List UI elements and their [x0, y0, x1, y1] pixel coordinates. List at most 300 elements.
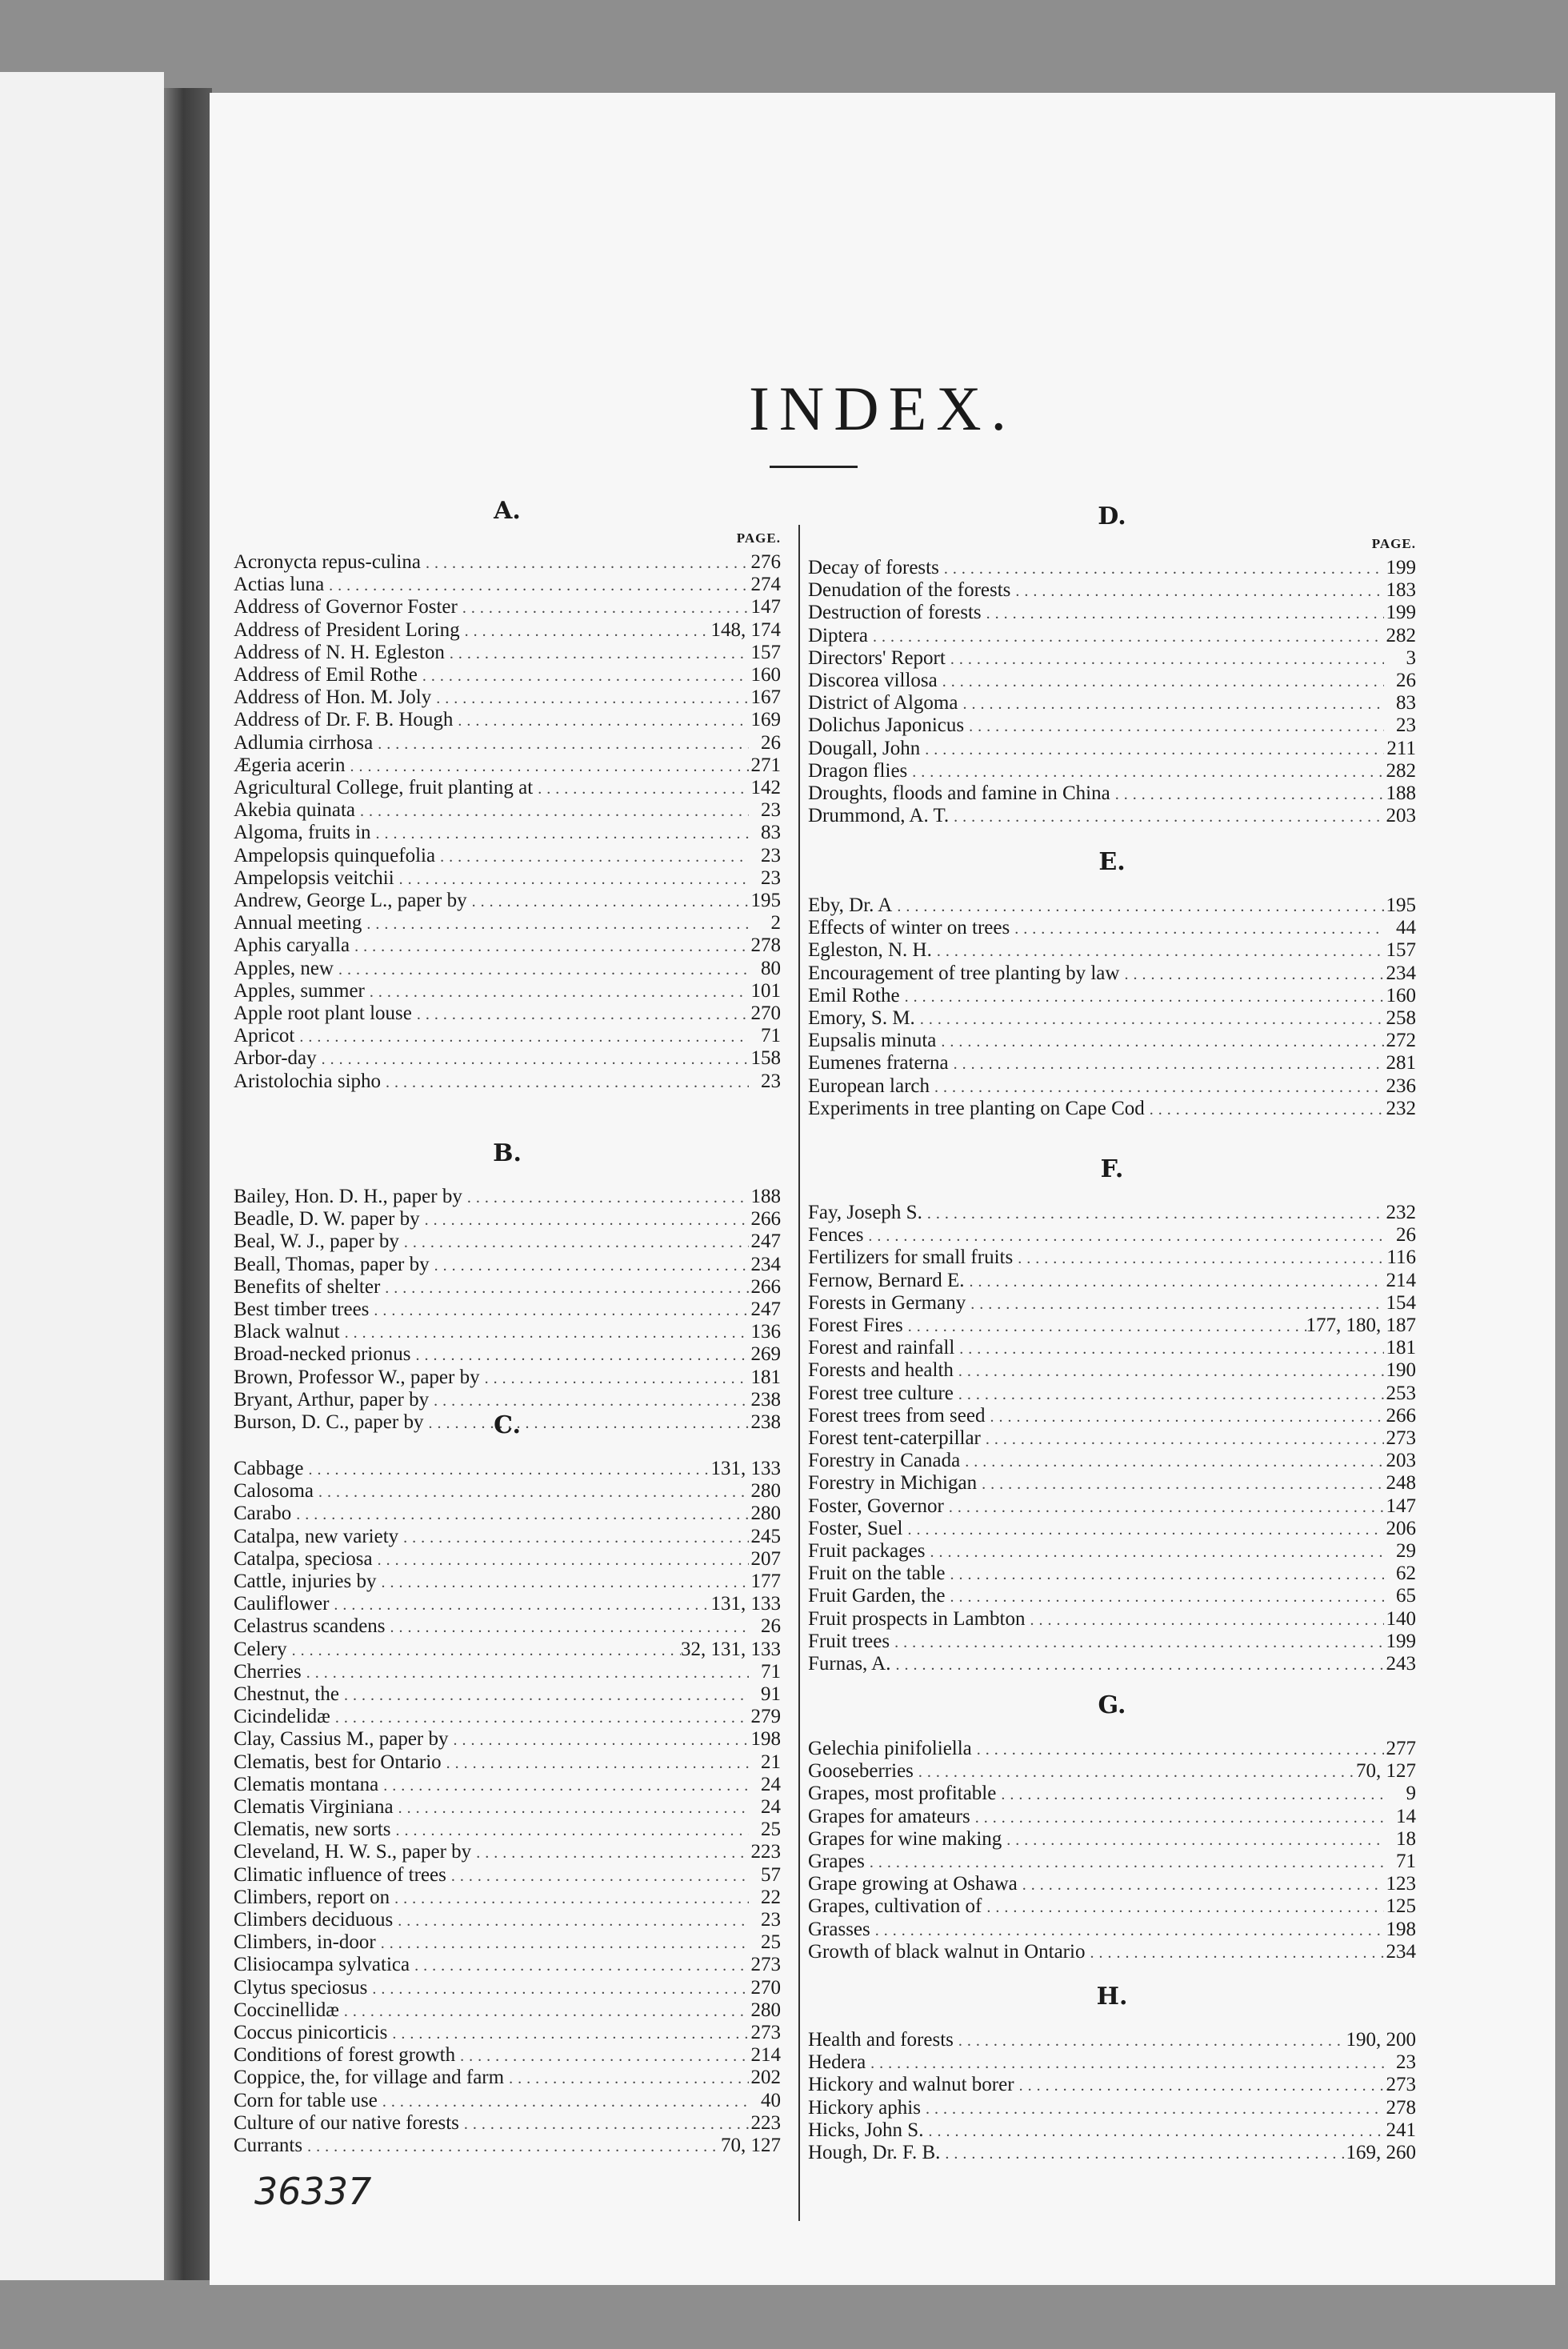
title-rule [770, 466, 858, 468]
entry-page-number: 190, 200 [1346, 2029, 1416, 2051]
entry-page-number: 243 [1386, 1653, 1416, 1675]
dot-leader [317, 1048, 749, 1070]
entry-page-number: 32, 131, 133 [681, 1638, 781, 1660]
index-entry [808, 1075, 1416, 1098]
index-entry [234, 1208, 781, 1231]
dot-leader [334, 958, 749, 981]
dot-leader [946, 648, 1384, 670]
entry-page-number: 198 [750, 1728, 781, 1751]
entry-title: Coccus pinicorticis [234, 2022, 388, 2043]
entry-page-number: 271 [750, 754, 781, 776]
entry-title: Benefits of shelter [234, 1275, 381, 1298]
entry-page-number: 183 [1386, 579, 1416, 602]
entry-title: Ægeria acerin [234, 754, 346, 776]
entry-title: Fertilizers for small fruits [808, 1247, 1014, 1269]
index-entry [234, 1025, 781, 1047]
facing-page-edge [0, 72, 164, 2280]
entry-page-number: 223 [750, 1841, 781, 1863]
entry-title: Emory, S. M. [808, 1007, 915, 1029]
entry-page-number: 245 [750, 1525, 781, 1547]
handwritten-shelfmark: 36337 [254, 2170, 372, 2213]
entry-page-number: 203 [1386, 1450, 1416, 1472]
dot-leader [378, 1775, 749, 1797]
index-entry [234, 1254, 781, 1276]
index-entry [808, 1563, 1416, 1585]
entry-page-number: 181 [750, 1366, 781, 1388]
dot-leader [533, 778, 749, 800]
dot-leader [890, 1631, 1384, 1654]
entry-title: Health and forests [808, 2029, 954, 2051]
index-entry [808, 1472, 1416, 1495]
index-entry [234, 1070, 781, 1093]
dot-leader [996, 1783, 1384, 1806]
index-page [210, 93, 1555, 2285]
index-entry [234, 1931, 781, 1954]
index-entry [808, 939, 1416, 962]
entry-title: Akebia quinata [234, 799, 356, 822]
entry-title: Burson, D. C., paper by [234, 1411, 424, 1433]
index-entry [234, 1706, 781, 1728]
entry-page-number: 26 [1396, 1224, 1416, 1247]
dot-leader [314, 1481, 749, 1503]
index-entry [234, 1593, 781, 1615]
dot-leader [381, 1071, 749, 1094]
index-entry [808, 1760, 1416, 1783]
entry-title: Address of Hon. M. Joly [234, 686, 432, 709]
entry-title: Forests in Germany [808, 1291, 966, 1314]
dot-leader [453, 710, 749, 732]
entry-page-number: 136 [750, 1321, 781, 1343]
index-entry [808, 1007, 1416, 1030]
index-entry [234, 1819, 781, 1841]
index-entry [808, 1030, 1416, 1052]
entry-title: Decay of forests [808, 557, 939, 578]
entry-title: Clematis, new sorts [234, 1819, 391, 1841]
entry-title: Acronycta repus-culina [234, 551, 421, 573]
index-entry [234, 1683, 781, 1706]
entry-page-number: 181 [1386, 1337, 1416, 1359]
entry-page-number: 26 [761, 1615, 781, 1638]
entry-page-number: 280 [750, 1480, 781, 1503]
dot-leader [410, 1344, 749, 1367]
dot-leader [446, 1865, 749, 1887]
dot-leader [964, 715, 1384, 738]
dot-leader [1002, 1829, 1384, 1851]
dot-leader [387, 2023, 749, 2045]
dot-leader [890, 1654, 1384, 1676]
entry-title: Eupsalis minuta [808, 1030, 937, 1052]
entry-page-number: 190 [1386, 1359, 1416, 1382]
entry-title: Growth of black walnut in Ontario [808, 1940, 1086, 1963]
dot-leader [362, 913, 749, 935]
entry-title: Clematis, best for Ontario [234, 1751, 442, 1773]
entry-title: Cauliflower [234, 1593, 330, 1615]
entry-page-number: 23 [761, 1070, 781, 1092]
entry-page-number: 71 [761, 1660, 781, 1683]
entry-page-number: 131, 133 [710, 1593, 781, 1615]
dot-leader [399, 1231, 749, 1254]
entry-title: Chestnut, the [234, 1683, 339, 1705]
section-letter: G. [1098, 1691, 1126, 1719]
entry-title: Ampelopsis veitchii [234, 866, 394, 889]
dot-leader [940, 2143, 1346, 2165]
entry-page-number: 57 [761, 1863, 781, 1886]
entry-title: Aphis caryalla [234, 934, 350, 957]
index-entry [808, 1405, 1416, 1427]
entry-page-number: 266 [1386, 1404, 1416, 1427]
dot-leader [339, 1684, 749, 1707]
index-entry [234, 1977, 781, 1999]
index-entry [234, 2090, 781, 2112]
entry-page-number: 71 [761, 1025, 781, 1047]
dot-leader [922, 1203, 1384, 1225]
dot-leader [982, 602, 1384, 625]
entry-page-number: 123 [1386, 1873, 1416, 1895]
dot-leader [294, 1026, 749, 1048]
entry-page-number: 198 [1386, 1918, 1416, 1940]
dot-leader [985, 1406, 1384, 1428]
entry-page-number: 281 [1386, 1052, 1416, 1074]
entry-title: Hicks, John S. [808, 2119, 924, 2141]
index-entry [234, 1047, 781, 1070]
entry-title: Apples, new [234, 957, 334, 979]
index-entry [234, 912, 781, 934]
index-entry [234, 709, 781, 731]
dot-leader [981, 1428, 1384, 1451]
entry-title: Gelechia pinifoliella [808, 1738, 972, 1759]
dot-leader [430, 1255, 749, 1277]
column-divider [798, 525, 800, 2221]
dot-leader [914, 1761, 1356, 1783]
entry-page-number: 158 [750, 1047, 781, 1070]
dot-leader [339, 2000, 749, 2023]
entry-title: Hickory and walnut borer [808, 2074, 1014, 2096]
index-entry [808, 1806, 1416, 1828]
entry-title: Fences [808, 1224, 864, 1247]
dot-leader [340, 1322, 749, 1344]
entry-page-number: 157 [1386, 939, 1416, 962]
dot-leader [376, 1932, 749, 1955]
entry-page-number: 2 [770, 912, 781, 934]
dot-leader [410, 1955, 749, 1977]
entry-title: Foster, Suel [808, 1517, 903, 1539]
dot-leader [369, 1299, 749, 1322]
index-entry [808, 625, 1416, 647]
entry-title: Climbers, in-door [234, 1931, 376, 1954]
dot-leader [442, 1752, 749, 1775]
index-entry [234, 642, 781, 664]
entry-title: Denudation of the forests [808, 579, 1011, 602]
index-entry [808, 1427, 1416, 1450]
index-entry [808, 1941, 1416, 1963]
entry-page-number: 278 [750, 934, 781, 957]
index-entry [234, 934, 781, 957]
entry-page-number: 266 [750, 1275, 781, 1298]
entry-title: Grasses [808, 1918, 870, 1940]
index-entry [808, 1828, 1416, 1851]
entry-title: Arbor-day [234, 1047, 317, 1070]
entry-page-number: 279 [750, 1706, 781, 1728]
entry-title: Cattle, injuries by [234, 1571, 377, 1592]
index-entry [234, 1864, 781, 1887]
index-entry [234, 1458, 781, 1480]
entry-page-number: 258 [1386, 1007, 1416, 1029]
index-entry [234, 1367, 781, 1389]
dot-leader [868, 626, 1384, 648]
entry-page-number: 273 [1386, 2074, 1416, 2096]
dot-leader [390, 1887, 749, 1910]
index-entry [808, 1518, 1416, 1540]
dot-leader [302, 2135, 721, 2158]
dot-leader [903, 1315, 1306, 1338]
index-entry [234, 2067, 781, 2089]
index-entry [808, 1224, 1416, 1247]
entry-page-number: 83 [761, 822, 781, 844]
dot-leader [355, 800, 749, 822]
entry-title: Directors' Report [808, 646, 946, 669]
dot-leader [460, 620, 711, 642]
entry-page-number: 160 [750, 664, 781, 686]
entry-page-number: 214 [1386, 1269, 1416, 1291]
entry-title: Drummond, A. T. [808, 805, 950, 827]
entry-title: District of Algoma [808, 692, 958, 714]
entry-title: Coppice, the, for village and farm [234, 2067, 505, 2089]
entry-page-number: 203 [1386, 805, 1416, 827]
index-entry [234, 980, 781, 1002]
entry-page-number: 238 [750, 1411, 781, 1433]
entry-page-number: 148, 174 [710, 618, 781, 641]
section-letter: D. [1098, 502, 1126, 530]
entry-title: Clematis montana [234, 1773, 379, 1795]
entry-title: Aristolochia sipho [234, 1070, 382, 1092]
index-entry [234, 1389, 781, 1411]
entry-title: Broad-necked prionus [234, 1343, 411, 1366]
dot-leader [435, 846, 749, 868]
index-entry [234, 2135, 781, 2157]
entry-title: Forestry in Michigan [808, 1472, 978, 1495]
entry-page-number: 278 [1386, 2096, 1416, 2119]
section-letter: A. [494, 497, 521, 525]
entry-title: European larch [808, 1074, 930, 1097]
entry-title: Black walnut [234, 1321, 340, 1343]
entry-page-number: 24 [761, 1796, 781, 1818]
entry-page-number: 266 [750, 1208, 781, 1231]
entry-title: Discorea villosa [808, 670, 938, 691]
entry-title: Clay, Cassius M., paper by [234, 1728, 449, 1751]
index-entry [808, 2074, 1416, 2096]
entry-title: Address of N. H. Egleston [234, 641, 445, 663]
entry-title: Furnas, A. [808, 1653, 891, 1675]
entry-title: Forests and health [808, 1359, 954, 1382]
index-entry [808, 1608, 1416, 1631]
index-entry [808, 782, 1416, 805]
index-entry [808, 2097, 1416, 2119]
entry-title: Dougall, John [808, 737, 921, 759]
entry-page-number: 71 [1396, 1851, 1416, 1872]
entry-title: Address of Governor Foster [234, 596, 458, 618]
entry-title: Catalpa, speciosa [234, 1547, 373, 1570]
entry-page-number: 44 [1396, 917, 1416, 939]
entry-title: Climbers deciduous [234, 1909, 394, 1931]
dot-leader [954, 1338, 1384, 1360]
index-entry [808, 1738, 1416, 1760]
entry-page-number: 269 [750, 1343, 781, 1366]
entry-page-number: 23 [761, 1909, 781, 1931]
entry-title: Address of President Loring [234, 618, 460, 641]
index-entry [234, 1615, 781, 1638]
dot-leader [480, 1367, 749, 1390]
section-letter: C. [494, 1411, 521, 1439]
entry-title: Gooseberries [808, 1760, 914, 1783]
index-entry [808, 894, 1416, 917]
entry-page-number: 277 [1386, 1738, 1416, 1759]
dot-leader [958, 693, 1384, 715]
index-entry [234, 1999, 781, 2022]
dot-leader [431, 687, 749, 710]
entry-title: Apples, summer [234, 979, 365, 1002]
entry-title: Eby, Dr. A [808, 894, 893, 916]
dot-leader [504, 2067, 749, 2090]
index-entry [808, 1450, 1416, 1472]
entry-page-number: 223 [750, 2111, 781, 2134]
entry-page-number: 147 [750, 596, 781, 618]
index-entry [808, 670, 1416, 692]
dot-leader [418, 665, 749, 687]
index-entry [808, 1631, 1416, 1653]
entry-title: Clematis Virginiana [234, 1796, 394, 1818]
entry-page-number: 169, 260 [1346, 2142, 1416, 2163]
dot-leader [398, 1527, 749, 1549]
entry-title: Emil Rothe [808, 984, 900, 1006]
dot-leader [420, 1209, 749, 1231]
entry-title: Apricot [234, 1025, 295, 1047]
dot-leader [970, 1807, 1384, 1829]
index-entry [808, 760, 1416, 782]
dot-leader [1010, 918, 1384, 940]
entry-title: Celery [234, 1638, 287, 1660]
index-entry [234, 1841, 781, 1863]
page-title: INDEX. [748, 374, 1017, 443]
dot-leader [386, 1616, 749, 1639]
entry-page-number: 40 [761, 2089, 781, 2111]
dot-leader [367, 1978, 749, 2000]
dot-leader [939, 558, 1384, 580]
entry-page-number: 23 [1396, 714, 1416, 737]
entry-title: Conditions of forest growth [234, 2044, 456, 2067]
entry-title: Droughts, floods and famine in China [808, 782, 1110, 804]
dot-leader [1119, 963, 1384, 986]
entry-title: Actias luna [234, 574, 325, 596]
dot-leader [350, 935, 749, 958]
dot-leader [954, 2030, 1346, 2052]
index-entry [808, 579, 1416, 602]
index-entry [234, 1526, 781, 1548]
dot-leader [949, 1053, 1384, 1075]
index-entry [234, 1661, 781, 1683]
dot-leader [394, 868, 749, 890]
index-entry [808, 2051, 1416, 2074]
index-entry [234, 619, 781, 642]
dot-leader [972, 1739, 1384, 1761]
entry-page-number: 25 [761, 1819, 781, 1841]
entry-title: Forestry in Canada [808, 1450, 961, 1472]
dot-leader [455, 2045, 749, 2067]
dot-leader [449, 1729, 750, 1751]
index-entry [808, 1919, 1416, 1941]
index-entry [234, 1909, 781, 1931]
entry-page-number: 202 [750, 2067, 781, 2089]
entry-page-number: 160 [1386, 984, 1416, 1006]
dot-leader [346, 755, 749, 778]
dot-leader [925, 1541, 1384, 1563]
entry-title: Agricultural College, fruit planting at [234, 777, 534, 798]
entry-page-number: 65 [1396, 1585, 1416, 1607]
section-letter: E. [1098, 848, 1126, 876]
dot-leader [902, 1519, 1384, 1541]
entry-title: Dragon flies [808, 759, 908, 782]
entry-title: Best timber trees [234, 1299, 370, 1320]
dot-leader [303, 1459, 710, 1481]
entry-title: Grapes for amateurs [808, 1805, 970, 1827]
dot-leader [459, 2113, 749, 2135]
entry-page-number: 25 [761, 1931, 781, 1954]
dot-leader [462, 1187, 749, 1209]
dot-leader [944, 1496, 1384, 1519]
entry-title: Forest and rainfall [808, 1337, 955, 1359]
index-entry [808, 1653, 1416, 1675]
entry-page-number: 167 [750, 686, 781, 709]
entry-page-number: 272 [1386, 1030, 1416, 1052]
dot-leader [393, 1910, 749, 1932]
index-entry [808, 714, 1416, 737]
entry-page-number: 80 [761, 957, 781, 979]
entry-page-number: 188 [750, 1186, 781, 1207]
page-column-header: PAGE. [736, 530, 781, 546]
index-entry [808, 1495, 1416, 1518]
dot-leader [892, 895, 1384, 918]
entry-page-number: 238 [750, 1388, 781, 1411]
entry-page-number: 116 [1386, 1247, 1416, 1269]
entry-page-number: 241 [1386, 2119, 1416, 2141]
entry-page-number: 24 [761, 1773, 781, 1795]
dot-leader [391, 1819, 749, 1842]
dot-leader [378, 2091, 749, 2113]
entry-page-number: 26 [761, 731, 781, 754]
entry-title: Grapes, most profitable [808, 1783, 997, 1805]
index-entry [808, 1098, 1416, 1120]
dot-leader [932, 940, 1384, 962]
index-entry [234, 1343, 781, 1366]
index-entry [234, 551, 781, 574]
entry-title: Experiments in tree planting on Cape Cod [808, 1097, 1145, 1119]
entry-title: Beal, W. J., paper by [234, 1231, 399, 1253]
page-column-header: PAGE. [1371, 536, 1416, 551]
dot-leader [915, 1008, 1384, 1030]
entry-page-number: 236 [1386, 1074, 1416, 1097]
entry-title: Fernow, Bernard E. [808, 1269, 965, 1291]
dot-leader [373, 1549, 749, 1571]
index-entry [808, 1247, 1416, 1269]
entry-title: Bailey, Hon. D. H., paper by [234, 1186, 462, 1207]
entry-page-number: 29 [1396, 1540, 1416, 1562]
dot-leader [291, 1503, 749, 1526]
entry-page-number: 211 [1386, 737, 1416, 759]
dot-leader [907, 761, 1384, 783]
entry-title: Address of Dr. F. B. Hough [234, 709, 454, 731]
dot-leader [954, 1383, 1384, 1406]
entry-title: Hedera [808, 2051, 866, 2074]
index-entry [808, 985, 1416, 1007]
